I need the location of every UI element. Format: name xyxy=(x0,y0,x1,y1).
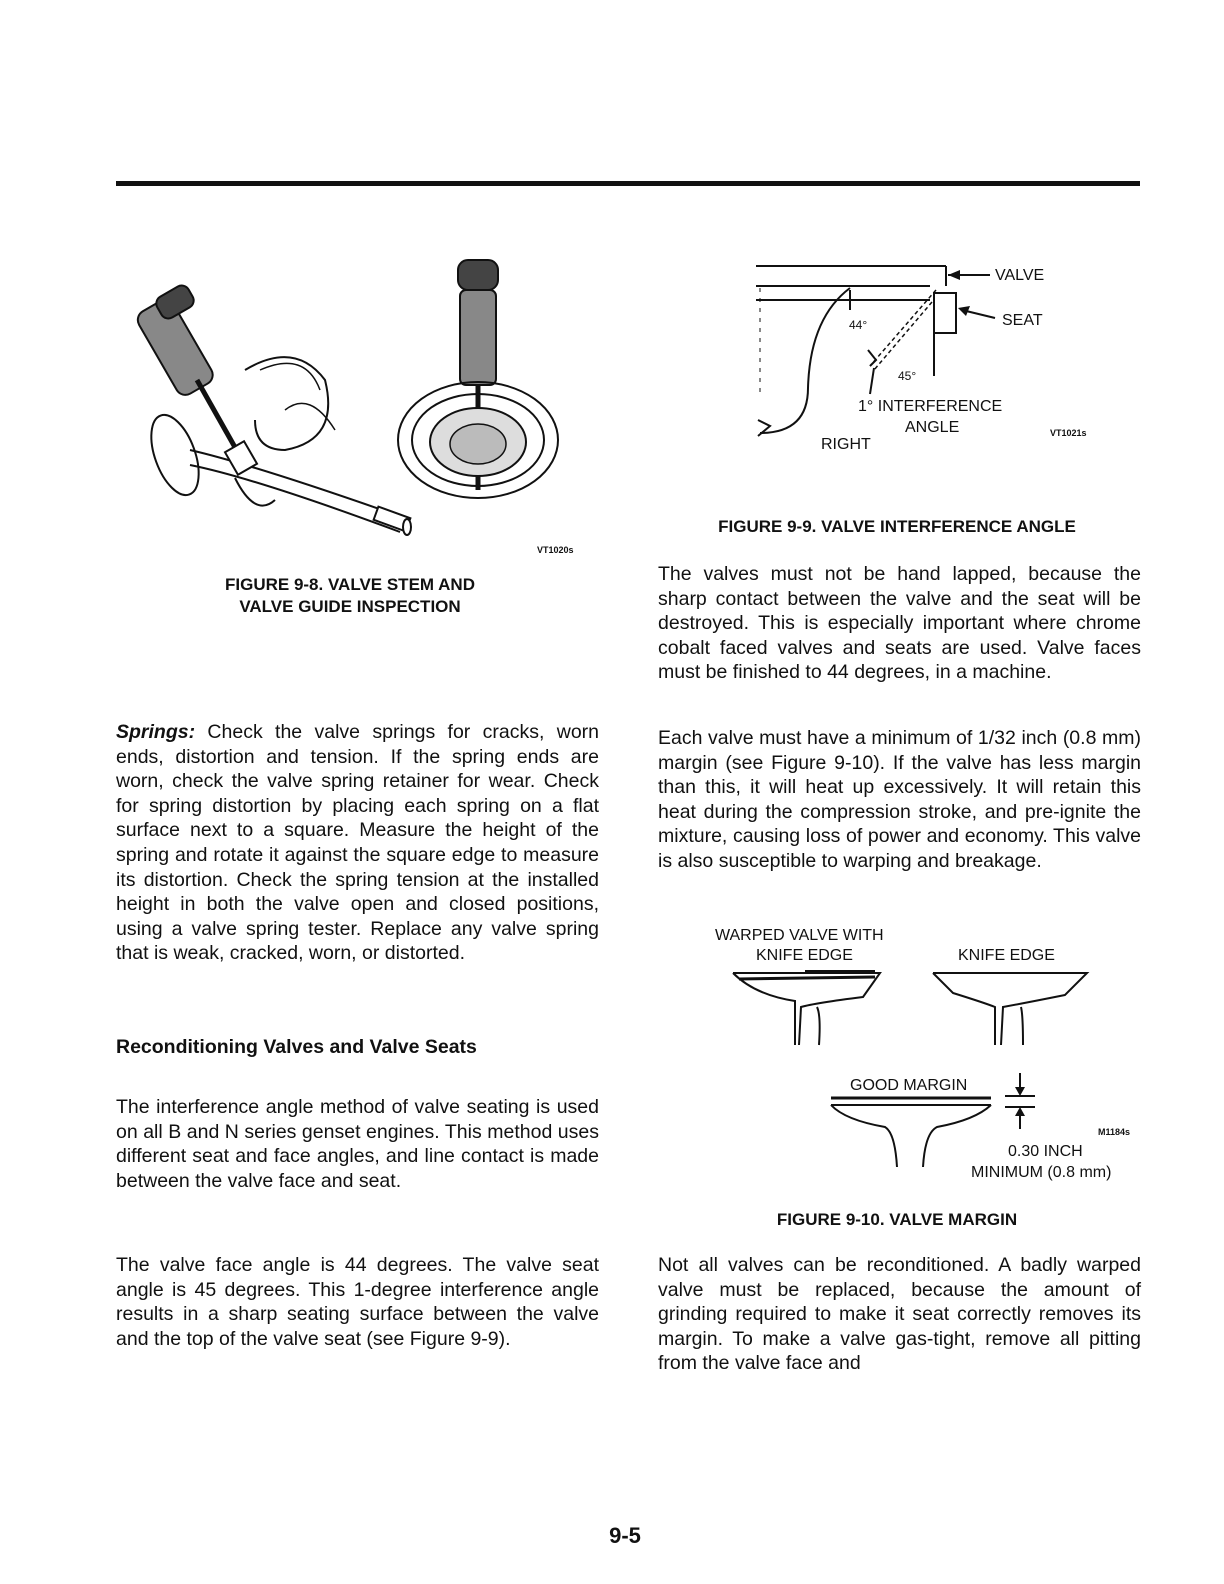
label-valve: VALVE xyxy=(995,267,1045,284)
figure-9-9-code: VT1021s xyxy=(1050,428,1087,438)
figure-9-10-caption-text: FIGURE 9-10. VALVE MARGIN xyxy=(776,1210,1018,1229)
springs-lead: Springs: xyxy=(116,721,196,743)
section-heading: Reconditioning Valves and Valve Seats xyxy=(116,1036,477,1058)
valve-stem-inspection-illustration xyxy=(135,250,595,550)
angles-paragraph-box xyxy=(116,1253,599,1351)
label-seat: SEAT xyxy=(1002,312,1043,329)
label-min-inch: 0.30 INCH xyxy=(1008,1143,1083,1160)
figure-9-10-caption xyxy=(658,1209,1136,1231)
figure-9-10-code: M1184s xyxy=(1098,1127,1131,1137)
springs-text: Check the valve springs for cracks, worn ends, distortion and tension. If the spring ends are worn, check the valve spring retainer for wear. Check for spring distortion by placing each spring on a flat surface next to a square. Measure the height of the spring and rotate it against the square edge to measure its distortion. Check the spring tension at the installed height in both the valve open and closed positions, using a valve spring tester. Replace any valve spring that is weak, cracked, worn, or distorted. xyxy=(116,721,599,965)
angles-paragraph: The valve face angle is 44 degrees. The valve seat angle is 45 degrees. This 1-degree interference angle results in a sharp seating surface between the valve and the top of the valve seat (see Figure 9-9). xyxy=(116,1254,599,1350)
valve-interference-angle-diagram xyxy=(750,258,1050,458)
lapping-paragraph-box xyxy=(658,562,1141,685)
label-angle: ANGLE xyxy=(905,419,960,436)
recondition-heading-box xyxy=(116,1036,599,1059)
page-number: 9-5 xyxy=(609,1523,641,1548)
figure-9-9-caption xyxy=(658,516,1136,538)
figure-9-9-caption-text: FIGURE 9-9. VALVE INTERFERENCE ANGLE xyxy=(718,517,1076,536)
figure-9-8-code: VT1020s xyxy=(537,545,574,555)
figure-9-8-caption-line-1: FIGURE 9-8. VALVE STEM AND xyxy=(225,575,475,594)
figure-9-8-caption xyxy=(165,574,535,618)
interference-paragraph-box xyxy=(116,1095,599,1193)
interference-paragraph: The interference angle method of valve seating is used on all B and N series genset engines. This method uses different seat and face angles, and line contact is made between the valve face and seat. xyxy=(116,1096,599,1192)
figure-9-8-caption-line-2: VALVE GUIDE INSPECTION xyxy=(239,597,461,616)
label-interference: 1° INTERFERENCE xyxy=(858,398,1003,415)
margin-paragraph: Each valve must have a minimum of 1/32 inch (0.8 mm) margin (see Figure 9-10). If the valve has less margin than this, it will heat up excessively. It will retain this heat during the compression stroke, and pre-ignite the mixture, causing loss of power and economy. This valve is also susceptible to warping and breakage. xyxy=(658,727,1141,872)
margin-paragraph-box xyxy=(658,726,1141,874)
label-good-margin: GOOD MARGIN xyxy=(850,1077,968,1094)
lapping-paragraph: The valves must not be hand lapped, because the sharp contact between the valve and the seat will be destroyed. This is especially important where chrome cobalt faced valves and seats are used. Valve faces must be finished to 44 degrees, in a machine. xyxy=(658,563,1141,684)
label-knife-edge: KNIFE EDGE xyxy=(958,947,1055,964)
label-min-mm: MINIMUM (0.8 mm) xyxy=(971,1164,1112,1181)
label-right: RIGHT xyxy=(821,436,871,453)
springs-paragraph xyxy=(116,720,599,966)
label-warped-valve: WARPED VALVE WITH xyxy=(715,927,884,944)
label-44-degrees: 44° xyxy=(849,318,868,332)
header-rule xyxy=(116,181,1140,186)
recondition-paragraph-box xyxy=(658,1253,1141,1376)
label-warped-knife-edge: KNIFE EDGE xyxy=(756,947,853,964)
label-45-degrees: 45° xyxy=(898,369,917,383)
recondition-paragraph: Not all valves can be reconditioned. A badly warped valve must be replaced, because the amount of grinding required to make it seat correctly removes its margin. To make a valve gas-tight, remove all pitting from the valve face and xyxy=(658,1254,1141,1375)
